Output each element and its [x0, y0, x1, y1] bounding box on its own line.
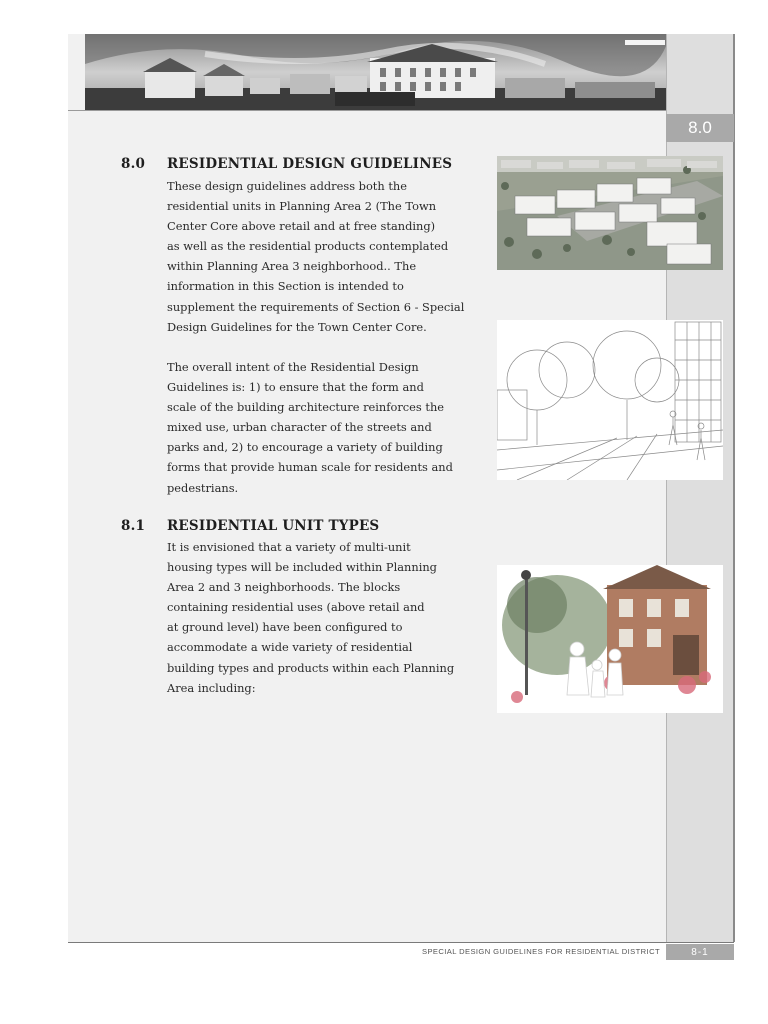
paragraph [167, 537, 487, 698]
text-line: The overall intent of the Residential Design [167, 360, 419, 374]
section-tab: 8.0 [666, 114, 734, 142]
text-line: forms that provide human scale for residents and [167, 460, 453, 475]
footer-rule [68, 942, 734, 943]
text-line: Guidelines is: 1) to ensure that the form and [167, 380, 424, 395]
text-line: pedestrians. [167, 480, 239, 495]
text-line: accommodate a wide variety of residential [167, 640, 413, 655]
text-line: Area 2 and 3 neighborhoods. The blocks [167, 580, 401, 595]
text-line: at ground level) have been configured to [167, 620, 403, 635]
residential-watercolor [497, 565, 723, 713]
section-title: RESIDENTIAL DESIGN GUIDELINES [167, 156, 453, 172]
section-number: 8.1 [121, 518, 146, 534]
section-title: RESIDENTIAL UNIT TYPES [167, 518, 380, 534]
footer-title: SPECIAL DESIGN GUIDELINES FOR RESIDENTIAL DISTRICT [421, 947, 660, 956]
text-line: parks and, 2) to encourage a variety of building [167, 440, 443, 455]
header-town-photo [85, 34, 666, 110]
section-number: 8.0 [121, 156, 146, 172]
street-sketch [497, 320, 723, 480]
text-line: supplement the requirements of Section 6 - Special [167, 299, 465, 314]
page-number: 8-1 [666, 944, 734, 960]
text-line: It is envisioned that a variety of multi-unit [167, 540, 411, 554]
page-edge [733, 34, 735, 942]
text-line: mixed use, urban character of the streets and [167, 420, 432, 435]
paragraph [167, 176, 487, 337]
text-line: housing types will be included within Planning [167, 560, 437, 575]
text-line: within Planning Area 3 neighborhood.. The [167, 259, 417, 274]
text-line: as well as the residential products contemplated [167, 239, 449, 254]
text-line: scale of the building architecture reinforces the [167, 400, 445, 415]
text-line: Design Guidelines for the Town Center Core. [167, 319, 427, 334]
text-line: Area including: [167, 680, 256, 695]
text-line: information in this Section is intended to [167, 279, 404, 294]
header-rule [68, 110, 666, 111]
text-line: containing residential uses (above retail and [167, 600, 425, 615]
text-line: Center Core above retail and at free standing) [167, 219, 436, 234]
aerial-rendering [497, 156, 723, 270]
paragraph [167, 357, 487, 498]
text-line: residential units in Planning Area 2 (The Town [167, 199, 437, 214]
text-line: building types and products within each Planning [167, 660, 455, 675]
text-line: These design guidelines address both the [167, 179, 407, 193]
